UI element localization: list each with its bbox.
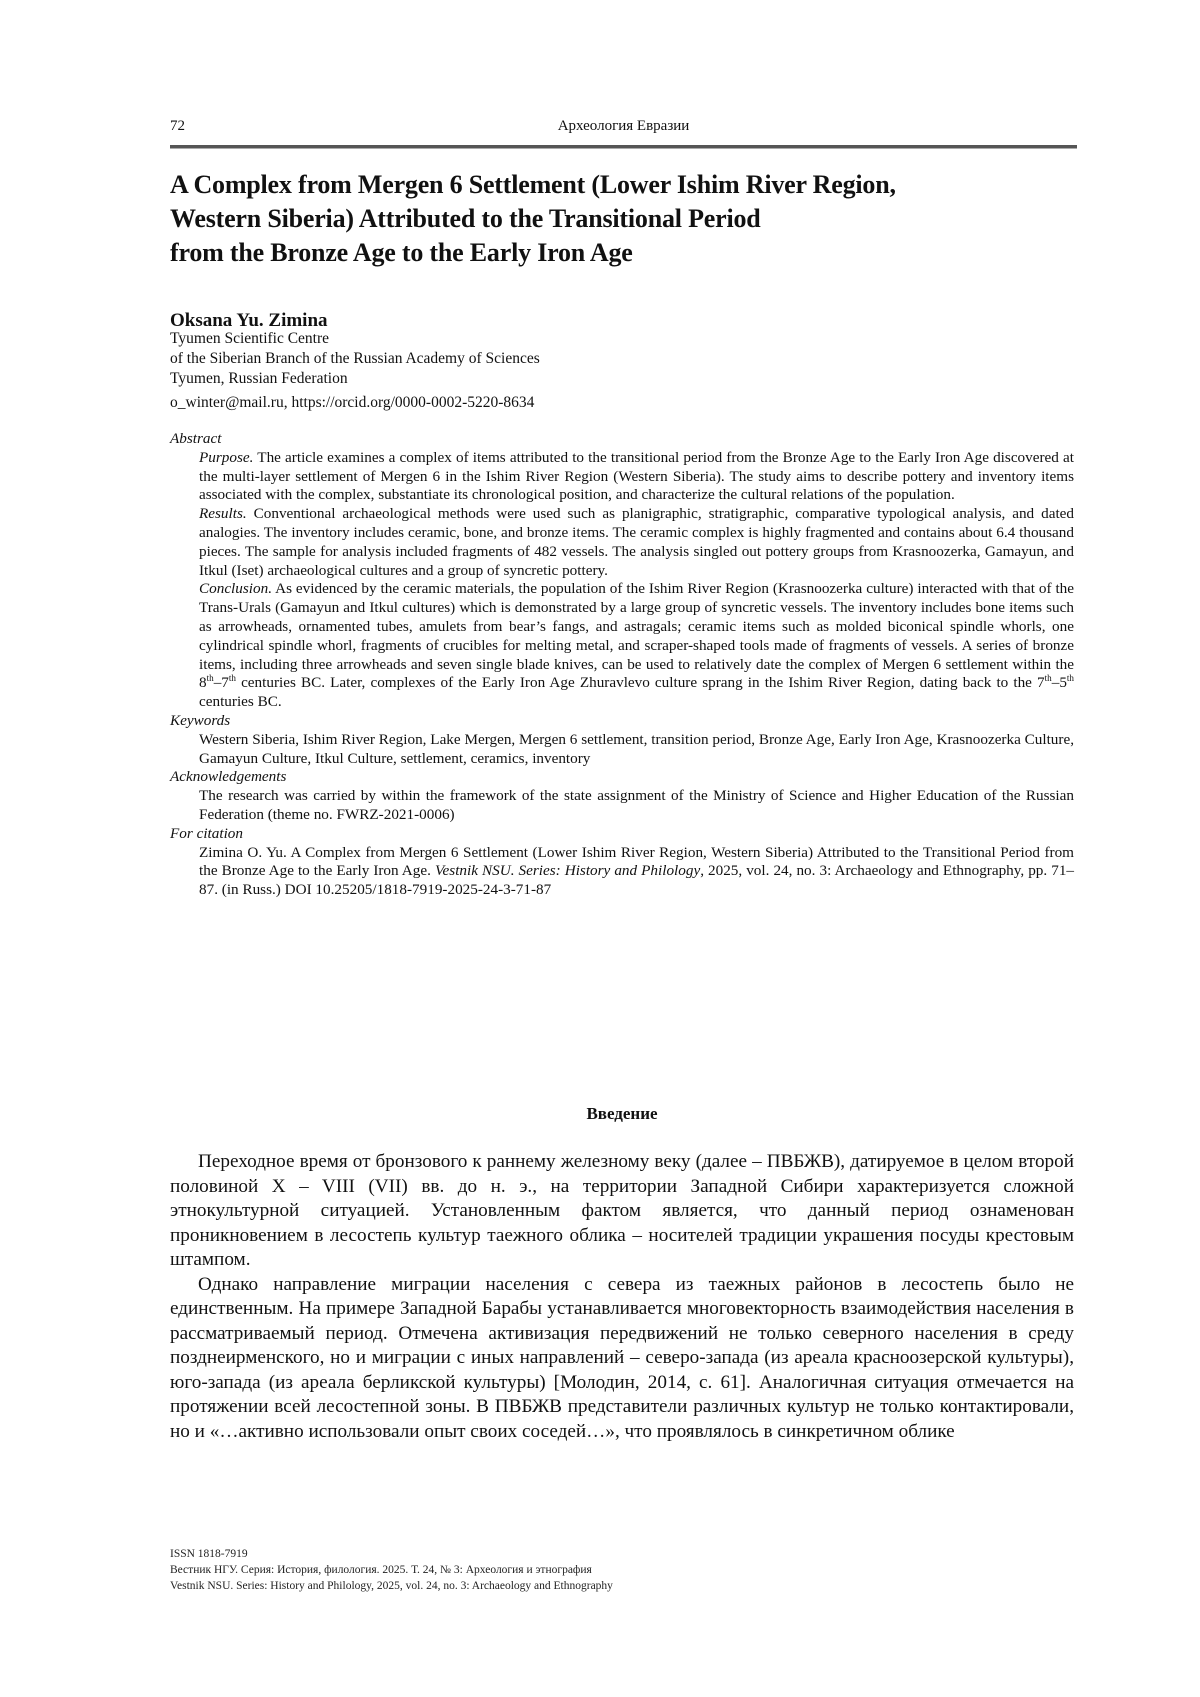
affiliation-line: of the Siberian Branch of the Russian Academy of Sciences <box>170 350 540 367</box>
conclusion-label: Conclusion. <box>199 580 272 598</box>
citation-journal: Vestnik NSU. Series: History and Philology <box>434 862 701 880</box>
title-line: A Complex from Mergen 6 Settlement (Lower Ishim River Region, <box>170 170 896 199</box>
purpose-text: The article examines a complex of items attributed to the transitional period from the Bronze Age to the Early Iron Age discovered at the multi-layer settlement of Mergen 6 in the Ishim River Region (Western Siberia). The study aims to describe pottery and inventory items associated with the complex, substantiate its chronological position, and characterize the cultural relations of the population. <box>199 448 1074 504</box>
conclusion-text: centuries BC. <box>199 693 282 711</box>
author-contact[interactable]: o_winter@mail.ru, https://orcid.org/0000-0002-5220-8634 <box>170 394 535 411</box>
footer-issn: ISSN 1818-7919 <box>170 1548 248 1560</box>
abstract-conclusion <box>199 580 1074 712</box>
ordinal-suffix: th <box>1044 673 1052 684</box>
ordinal-suffix: th <box>1066 673 1074 684</box>
abstract-label: Abstract <box>170 430 222 447</box>
affiliation-line: Tyumen, Russian Federation <box>170 370 348 387</box>
purpose-label: Purpose. <box>199 448 254 466</box>
acknowledgements-label: Acknowledgements <box>170 768 287 786</box>
body-paragraph: Переходное время от бронзового к раннему железному веку (далее – ПВБЖВ), датируемое в целом второй половиной X – VIII (VII) вв. до н. э., на территории Западной Сибири характеризуется сложной этнокультурной ситуацией. Установленным фактом является, что данный период ознаменован проникновением в лесостепь культур таежного облика – носителей традиции украшения посуды крестовым штампом. <box>170 1151 1074 1270</box>
abstract-body <box>170 449 1074 712</box>
article-title <box>170 168 1074 270</box>
page-footer <box>170 1546 613 1594</box>
citation-part: Zimina O. Yu. A Complex from Mergen 6 Settlement (Lower Ishim River Region, Western Siberia) Attributed to the Transitional Period from the Bronze Age to the Early Iron Age. <box>199 843 1074 880</box>
running-head <box>170 118 1077 142</box>
footer-journal-en: Vestnik NSU. Series: History and Philology, 2025, vol. 24, no. 3: Archaeology and Ethnography <box>170 1580 613 1592</box>
conclusion-text: –7 <box>213 674 229 692</box>
citation-label: For citation <box>170 824 243 842</box>
header-rule <box>170 145 1077 149</box>
ordinal-suffix: th <box>206 673 214 684</box>
abstract-purpose <box>199 449 1074 505</box>
author-name: Oksana Yu. Zimina <box>170 310 328 331</box>
conclusion-text: centuries BC. Later, complexes of the Early Iron Age Zhuravlevo culture sprang in the Ishim River Region, dating back to the 7 <box>235 674 1045 692</box>
footer-journal-ru: Вестник НГУ. Серия: История, филология. 2025. Т. 24, № 3: Археология и этнография <box>170 1564 592 1576</box>
acknowledgements-text: The research was carried by within the framework of the state assignment of the Ministry of Science and Higher Education of the Russian Federation (theme no. FWRZ-2021-0006) <box>199 787 1074 823</box>
article-metadata <box>170 430 1074 900</box>
page-number: 72 <box>170 118 185 134</box>
abstract-results <box>199 505 1074 580</box>
results-label: Results. <box>199 505 247 523</box>
keywords-label: Keywords <box>170 711 231 729</box>
body-paragraph: Однако направление миграции населения с севера из таежных районов в лесостепь было не единственным. На примере Западной Барабы устанавливается многовекторность взаимодействия населения в рассматриваемый период. Отмечена активизация передвижений не только северного населения в среду позднеирменского, но и миграции с иных направлений – северо-запада (из ареала красноозерской культуры), юго-запада (из ареала берликской культуры) [Молодин, 2014, с. 61]. Аналогичная ситуация отмечается на протяжении всей лесостепной зоны. В ПВБЖВ представители различных культур не только контактировали, но и «…активно использовали опыт своих соседей…», что проявлялось в синкретичном облике <box>170 1273 1074 1442</box>
results-text: Conventional archaeological methods were used such as planigraphic, stratigraphic, comparative typological analysis, and dated analogies. The inventory includes ceramic, bone, and bronze items. The ceramic complex is highly fragmented and contains about 6.4 thousand pieces. The sample for analysis included fragments of 482 vessels. The analysis singled out pottery groups from Krasnoozerka, Gamayun, and Itkul (Iset) archaeological cultures and a group of syncretic pottery. <box>199 505 1074 579</box>
title-line: from the Bronze Age to the Early Iron Age <box>170 238 633 267</box>
conclusion-text: –5 <box>1051 674 1067 692</box>
conclusion-text: As evidenced by the ceramic materials, the population of the Ishim River Region (Krasnoozerka culture) interacted with that of the Trans-Urals (Gamayun and Itkul cultures) which is demonstrated by a large group of syncretic vessels. The inventory includes bone items such as arrowheads, ornamented tubes, amulets from bear’s fangs, and astragals; ceramic items such as molded biconical spindle whorls, one cylindrical spindle whorl, fragments of crucibles for melting metal, and scraper-shaped tools made of fragments of vessels. A series of bronze items, including three arrowheads and seven single blade knives, can be used to relatively date the complex of Mergen 6 settlement within the 8 <box>199 580 1074 692</box>
ordinal-suffix: th <box>228 673 236 684</box>
journal-section-title: Археология Евразии <box>557 118 690 134</box>
keywords-text: Western Siberia, Ishim River Region, Lake Mergen, Mergen 6 settlement, transition period, Bronze Age, Early Iron Age, Krasnoozerka Culture, Gamayun Culture, Itkul Culture, settlement, ceramics, inventory <box>199 730 1074 767</box>
citation-part: , 2025, vol. 24, no. 3: Archaeology and Ethnography, pp. 71–87. (in Russ.) DOI 10.25205/1818-7919-2025-24-3-71-87 <box>199 862 1075 899</box>
affiliation-line: Tyumen Scientific Centre <box>170 330 330 347</box>
title-line: Western Siberia) Attributed to the Transitional Period <box>170 204 761 233</box>
section-heading-introduction: Введение <box>586 1104 658 1123</box>
citation-text <box>170 844 1074 900</box>
author-affiliation <box>170 329 540 413</box>
introduction-body <box>170 1150 1074 1444</box>
